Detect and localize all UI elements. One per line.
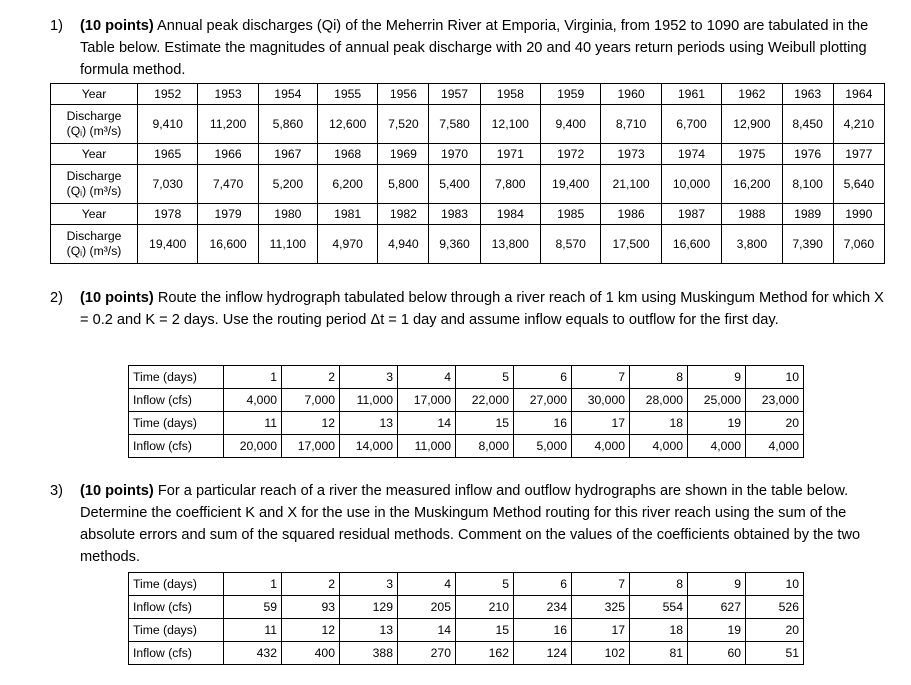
year-cell: 1990 [833, 204, 884, 225]
year-cell: 1960 [601, 84, 661, 105]
time-cell: 11 [224, 412, 282, 435]
year-cell: 1958 [480, 84, 540, 105]
discharge-cell: 5,200 [258, 165, 317, 204]
time-cell: 9 [688, 573, 746, 596]
year-row [51, 204, 885, 225]
time-cell: 14 [398, 619, 456, 642]
inflow-cell: 4,000 [630, 435, 688, 458]
time-cell: 16 [514, 619, 572, 642]
time-row [129, 366, 804, 389]
year-cell: 1959 [541, 84, 601, 105]
discharge-cell: 8,100 [782, 165, 833, 204]
time-cell: 14 [398, 412, 456, 435]
inflow-cell: 432 [224, 642, 282, 665]
time-cell: 12 [282, 619, 340, 642]
time-cell: 13 [340, 619, 398, 642]
time-cell: 2 [282, 366, 340, 389]
inflow-cell: 7,000 [282, 389, 340, 412]
time-cell: 20 [746, 412, 804, 435]
year-cell: 1986 [601, 204, 661, 225]
discharge-cell: 8,450 [782, 105, 833, 144]
year-row [51, 144, 885, 165]
discharge-label [51, 165, 138, 204]
time-cell: 6 [514, 573, 572, 596]
time-cell: 20 [746, 619, 804, 642]
inflow-cell: 28,000 [630, 389, 688, 412]
time-cell: 4 [398, 366, 456, 389]
time-cell: 17 [572, 412, 630, 435]
question-1-text: Annual peak discharges (Qi) of the Meherrin River at Emporia, Virginia, from 1952 to 1090 are tabulated in the Table below. Estimate the magnitudes of annual peak discharge with 20 and 40 years return periods using Weibull plotting formula method. [80, 18, 869, 78]
time-cell: 15 [456, 619, 514, 642]
inflow-row [129, 596, 804, 619]
discharge-row [51, 225, 885, 264]
inflow-label: Inflow (cfs) [129, 596, 224, 619]
discharge-cell: 12,600 [317, 105, 377, 144]
year-cell: 1956 [378, 84, 429, 105]
inflow-cell: 270 [398, 642, 456, 665]
time-label: Time (days) [129, 619, 224, 642]
inflow-cell: 14,000 [340, 435, 398, 458]
discharge-cell: 12,100 [480, 105, 540, 144]
year-cell: 1970 [429, 144, 480, 165]
discharge-cell: 7,580 [429, 105, 480, 144]
discharge-cell: 6,200 [317, 165, 377, 204]
inflow-cell: 102 [572, 642, 630, 665]
time-row [129, 573, 804, 596]
discharge-cell: 9,360 [429, 225, 480, 264]
time-cell: 8 [630, 573, 688, 596]
inflow-cell: 22,000 [456, 389, 514, 412]
inflow-cell: 93 [282, 596, 340, 619]
year-cell: 1976 [782, 144, 833, 165]
time-cell: 10 [746, 366, 804, 389]
inflow-cell: 59 [224, 596, 282, 619]
time-label: Time (days) [129, 412, 224, 435]
inflow-cell: 400 [282, 642, 340, 665]
inflow-row [129, 435, 804, 458]
question-2-points: (10 points) [80, 290, 154, 306]
year-cell: 1988 [722, 204, 782, 225]
time-row [129, 412, 804, 435]
year-cell: 1978 [138, 204, 198, 225]
inflow-cell: 388 [340, 642, 398, 665]
time-cell: 12 [282, 412, 340, 435]
inflow-cell: 11,000 [398, 435, 456, 458]
inflow-cell: 17,000 [398, 389, 456, 412]
inflow-cell: 210 [456, 596, 514, 619]
inflow-cell: 25,000 [688, 389, 746, 412]
discharge-cell: 11,100 [258, 225, 317, 264]
discharge-cell: 4,940 [378, 225, 429, 264]
inflow-hydrograph-table [128, 365, 804, 458]
time-cell: 1 [224, 366, 282, 389]
time-cell: 2 [282, 573, 340, 596]
inflow-cell: 124 [514, 642, 572, 665]
question-2 [50, 287, 890, 331]
year-cell: 1963 [782, 84, 833, 105]
discharge-cell: 17,500 [601, 225, 661, 264]
inflow-cell: 129 [340, 596, 398, 619]
year-cell: 1964 [833, 84, 884, 105]
time-cell: 10 [746, 573, 804, 596]
discharge-cell: 7,390 [782, 225, 833, 264]
year-cell: 1977 [833, 144, 884, 165]
year-cell: 1973 [601, 144, 661, 165]
discharge-label [51, 105, 138, 144]
year-label: Year [51, 204, 138, 225]
year-cell: 1965 [138, 144, 198, 165]
inflow-cell: 325 [572, 596, 630, 619]
year-cell: 1954 [258, 84, 317, 105]
time-cell: 19 [688, 412, 746, 435]
question-1 [50, 15, 890, 81]
time-cell: 16 [514, 412, 572, 435]
discharge-cell: 19,400 [138, 225, 198, 264]
question-3 [50, 480, 890, 568]
year-cell: 1987 [661, 204, 721, 225]
time-cell: 9 [688, 366, 746, 389]
discharge-cell: 11,200 [198, 105, 258, 144]
inflow-cell: 627 [688, 596, 746, 619]
inflow-cell: 51 [746, 642, 804, 665]
inflow-cell: 8,000 [456, 435, 514, 458]
discharge-label-line-2: (Qᵢ) (m³/s) [66, 244, 122, 258]
year-cell: 1989 [782, 204, 833, 225]
year-cell: 1967 [258, 144, 317, 165]
inflow-cell: 27,000 [514, 389, 572, 412]
discharge-table [50, 83, 885, 264]
discharge-label-line-2: (Qᵢ) (m³/s) [66, 184, 122, 198]
inflow-cell: 30,000 [572, 389, 630, 412]
time-cell: 11 [224, 619, 282, 642]
discharge-cell: 16,600 [198, 225, 258, 264]
year-row [51, 84, 885, 105]
discharge-cell: 3,800 [722, 225, 782, 264]
year-cell: 1952 [138, 84, 198, 105]
year-cell: 1961 [661, 84, 721, 105]
inflow-cell: 4,000 [746, 435, 804, 458]
year-cell: 1953 [198, 84, 258, 105]
time-cell: 3 [340, 366, 398, 389]
time-cell: 5 [456, 366, 514, 389]
inflow-cell: 20,000 [224, 435, 282, 458]
time-cell: 7 [572, 366, 630, 389]
year-label: Year [51, 144, 138, 165]
discharge-cell: 5,400 [429, 165, 480, 204]
discharge-cell: 4,210 [833, 105, 884, 144]
inflow-cell: 81 [630, 642, 688, 665]
time-cell: 15 [456, 412, 514, 435]
discharge-cell: 7,030 [138, 165, 198, 204]
inflow-cell: 526 [746, 596, 804, 619]
year-cell: 1985 [541, 204, 601, 225]
discharge-label-line-2: (Qᵢ) (m³/s) [66, 124, 122, 138]
inflow-cell: 17,000 [282, 435, 340, 458]
discharge-label-line-1: Discharge [66, 229, 122, 243]
year-cell: 1979 [198, 204, 258, 225]
inflow-row [129, 642, 804, 665]
discharge-row [51, 105, 885, 144]
time-cell: 5 [456, 573, 514, 596]
inflow-cell: 5,000 [514, 435, 572, 458]
time-cell: 18 [630, 412, 688, 435]
question-2-number: 2) [50, 290, 63, 306]
inflow-cell: 162 [456, 642, 514, 665]
discharge-cell: 8,710 [601, 105, 661, 144]
year-cell: 1972 [541, 144, 601, 165]
time-cell: 13 [340, 412, 398, 435]
inflow-cell: 554 [630, 596, 688, 619]
time-cell: 8 [630, 366, 688, 389]
question-1-number: 1) [50, 18, 63, 34]
question-3-points: (10 points) [80, 483, 154, 499]
discharge-cell: 13,800 [480, 225, 540, 264]
discharge-cell: 7,520 [378, 105, 429, 144]
discharge-cell: 9,410 [138, 105, 198, 144]
inflow-label: Inflow (cfs) [129, 389, 224, 412]
discharge-cell: 12,900 [722, 105, 782, 144]
discharge-cell: 4,970 [317, 225, 377, 264]
question-2-text: Route the inflow hydrograph tabulated below through a river reach of 1 km using Muskingum Method for which X = 0.2 and K = 2 days. Use the routing period Δt = 1 day and assume inflow equals to outflow for the first day. [80, 290, 884, 328]
year-cell: 1975 [722, 144, 782, 165]
inflow-row [129, 389, 804, 412]
discharge-cell: 16,200 [722, 165, 782, 204]
discharge-row [51, 165, 885, 204]
year-cell: 1984 [480, 204, 540, 225]
year-cell: 1981 [317, 204, 377, 225]
discharge-cell: 21,100 [601, 165, 661, 204]
discharge-cell: 5,800 [378, 165, 429, 204]
year-label: Year [51, 84, 138, 105]
question-3-text: For a particular reach of a river the measured inflow and outflow hydrographs are shown in the table below. Determine the coefficient K and X for the use in the Muskingum Method routing for this river reach using the sum of the absolute errors and sum of the squared residual methods. Comment on the values of the coefficients obtained by the two methods. [80, 483, 861, 565]
year-cell: 1957 [429, 84, 480, 105]
inflow-cell: 205 [398, 596, 456, 619]
inflow-cell: 234 [514, 596, 572, 619]
time-cell: 18 [630, 619, 688, 642]
time-cell: 3 [340, 573, 398, 596]
inflow-cell: 4,000 [688, 435, 746, 458]
discharge-cell: 10,000 [661, 165, 721, 204]
discharge-cell: 5,640 [833, 165, 884, 204]
inflow-cell: 11,000 [340, 389, 398, 412]
discharge-cell: 7,800 [480, 165, 540, 204]
year-cell: 1982 [378, 204, 429, 225]
discharge-cell: 6,700 [661, 105, 721, 144]
inflow-cell: 23,000 [746, 389, 804, 412]
time-label: Time (days) [129, 366, 224, 389]
question-3-number: 3) [50, 483, 63, 499]
inflow-cell: 60 [688, 642, 746, 665]
year-cell: 1962 [722, 84, 782, 105]
year-cell: 1974 [661, 144, 721, 165]
discharge-cell: 5,860 [258, 105, 317, 144]
time-cell: 1 [224, 573, 282, 596]
discharge-cell: 7,060 [833, 225, 884, 264]
time-cell: 4 [398, 573, 456, 596]
discharge-cell: 7,470 [198, 165, 258, 204]
time-row [129, 619, 804, 642]
time-cell: 7 [572, 573, 630, 596]
discharge-label [51, 225, 138, 264]
year-cell: 1983 [429, 204, 480, 225]
year-cell: 1968 [317, 144, 377, 165]
inflow-label: Inflow (cfs) [129, 435, 224, 458]
time-cell: 17 [572, 619, 630, 642]
year-cell: 1966 [198, 144, 258, 165]
discharge-cell: 9,400 [541, 105, 601, 144]
discharge-cell: 8,570 [541, 225, 601, 264]
question-1-points: (10 points) [80, 18, 154, 34]
discharge-label-line-1: Discharge [66, 169, 122, 183]
inflow-label: Inflow (cfs) [129, 642, 224, 665]
inflow-cell: 4,000 [572, 435, 630, 458]
year-cell: 1969 [378, 144, 429, 165]
time-cell: 19 [688, 619, 746, 642]
discharge-label-line-1: Discharge [66, 109, 122, 123]
year-cell: 1971 [480, 144, 540, 165]
time-cell: 6 [514, 366, 572, 389]
year-cell: 1955 [317, 84, 377, 105]
inflow-cell: 4,000 [224, 389, 282, 412]
discharge-cell: 16,600 [661, 225, 721, 264]
discharge-cell: 19,400 [541, 165, 601, 204]
time-label: Time (days) [129, 573, 224, 596]
year-cell: 1980 [258, 204, 317, 225]
measured-hydrograph-table [128, 572, 804, 665]
